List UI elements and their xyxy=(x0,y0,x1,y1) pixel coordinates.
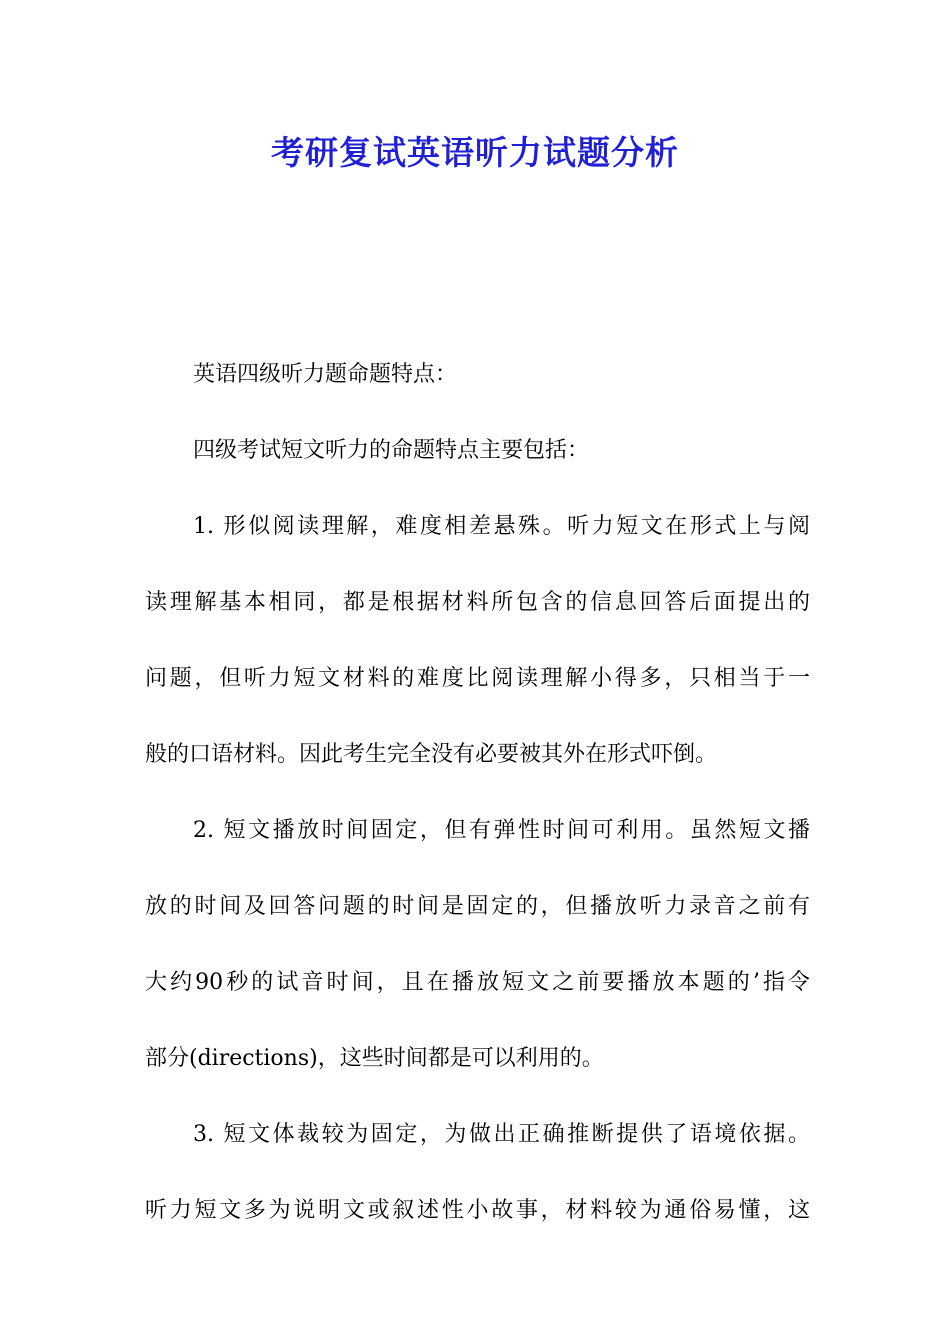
point-2-line-1: 2. 短文播放时间固定，但有弹性时间可利用。虽然短文播 xyxy=(193,818,810,843)
point-2-line-3: 大约90秒的试音时间，且在播放短文之前要播放本题的’指令 xyxy=(145,970,810,995)
document-body xyxy=(145,337,810,1249)
point-1-line-4: 般的口语材料。因此考生完全没有必要被其外在形式吓倒。 xyxy=(145,742,718,767)
point-1-line-2: 读理解基本相同，都是根据材料所包含的信息回答后面提出的 xyxy=(145,590,810,615)
section-heading: 英语四级听力题命题特点： xyxy=(193,362,458,387)
intro-line: 四级考试短文听力的命题特点主要包括： xyxy=(193,438,590,463)
point-1-line-3: 问题，但听力短文材料的难度比阅读理解小得多，只相当于一 xyxy=(145,666,810,691)
point-1-line-1: 1. 形似阅读理解，难度相差悬殊。听力短文在形式上与阅 xyxy=(193,514,810,539)
point-2-line-2: 放的时间及回答问题的时间是固定的，但播放听力录音之前有 xyxy=(145,894,810,919)
point-3-line-1: 3. 短文体裁较为固定，为做出正确推断提供了语境依据。 xyxy=(193,1122,810,1147)
point-2-line-4: 部分(directions)，这些时间都是可以利用的。 xyxy=(145,1046,604,1071)
point-3-line-2: 听力短文多为说明文或叙述性小故事，材料较为通俗易懂，这 xyxy=(145,1198,810,1223)
document-title: 考研复试英语听力试题分析 xyxy=(271,133,679,172)
